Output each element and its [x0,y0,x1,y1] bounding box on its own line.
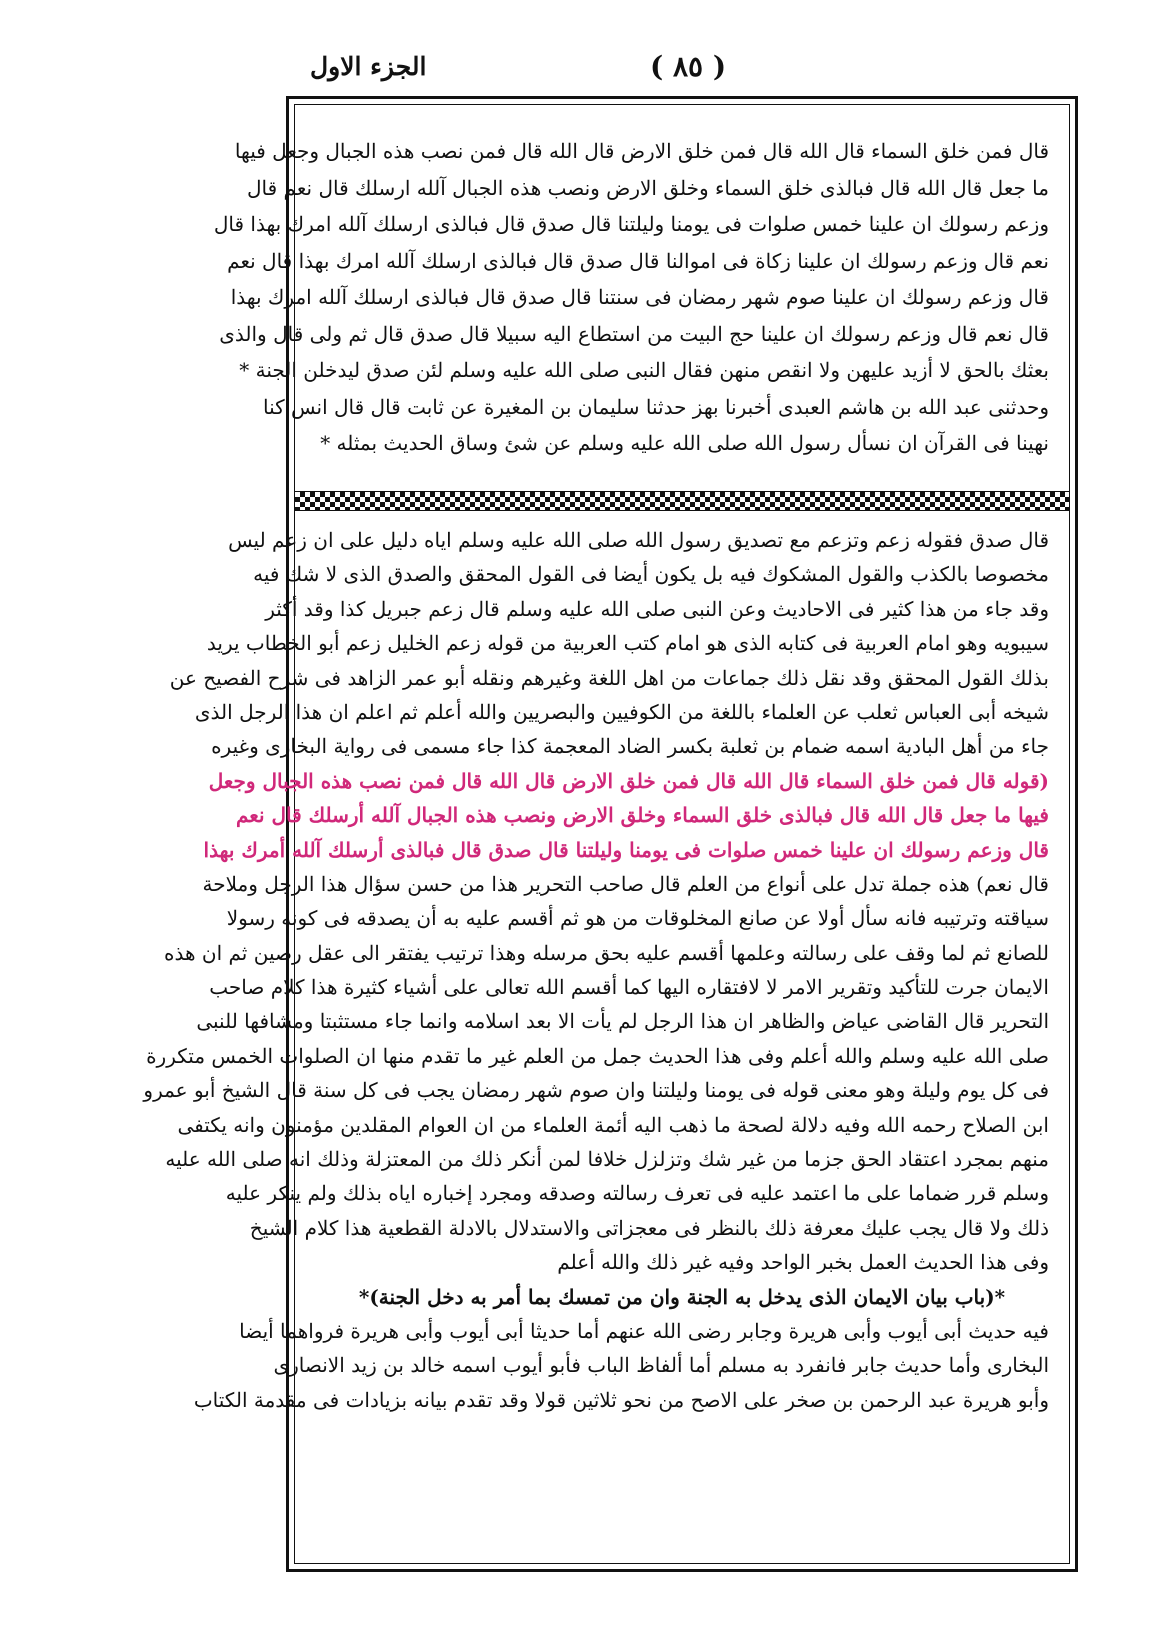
chapter-line: فيه حديث أبى أيوب وأبى هريرة وجابر رضى الله عنهم أما حديثا أبى أيوب وأبى هريرة فرواهما أيضا [239,1318,1049,1343]
checkered-divider [295,491,1069,511]
quoted-matn-line: (قوله قال فمن خلق السماء قال الله قال فمن خلق الارض قال الله قال فمن نصب هذه الجبال وجعل [208,768,1049,793]
matn-line: قال وزعم رسولك ان علينا صوم شهر رمضان فى سنتنا قال صدق قال فبالذى ارسلك آلله امرك بهذا [230,285,1049,309]
matn-line: وزعم رسولك ان علينا خمس صلوات فى يومنا وليلتنا قال صدق قال فبالذى ارسلك آلله امرك بهذا قال [213,212,1049,236]
matn-line: نهينا فى القرآن ان نسأل رسول الله صلى الله عليه وسلم عن شئ وساق الحديث بمثله * [320,431,1049,455]
chapter-line: وأبو هريرة عبد الرحمن بن صخر على الاصح من نحو ثلاثين قولا وقد تقدم بيانه بزيادات فى مقدمة الكتاب [193,1387,1049,1412]
sharh-line: صلى الله عليه وسلم والله أعلم وفى هذا الحديث جمل من العلم غير ما تقدم منها ان الصلوات الخمس متكررة [146,1043,1049,1068]
sharh-line: قال صدق فقوله زعم وتزعم مع تصديق رسول الله صلى الله عليه وسلم اياه دليل على ان زعم ليس [228,528,1049,552]
page-frame [143,96,1078,1572]
matn-section [213,105,1069,485]
sharh-line: سيبويه وهو امام العربية فى كتابه الذى هو امام كتب العربية من قوله زعم الخليل زعم أبو الخطاب يريد [206,631,1049,656]
page-header [288,42,1080,98]
matn-line: نعم قال وزعم رسولك ان علينا زكاة فى اموالنا قال صدق قال فبالذى ارسلك آلله امرك بهذا قال نعم [227,248,1049,273]
matn-line: ما جعل قال الله قال فبالذى خلق السماء وخلق الارض ونصب هذه الجبال آلله ارسلك قال نعم قال [247,175,1049,200]
sharh-line: بذلك القول المحقق وقد نقل ذلك جماعات من اهل اللغة وغيرهم ونقله أبو عمر الزاهد فى شرح الفصيح عن [169,665,1049,690]
inner-frame [143,104,1070,1564]
sharh-line: فى كل يوم وليلة وهو معنى قوله فى يومنا وليلتنا وان صوم شهر رمضان يجب فى كل سنة قال الشيخ أبو عمرو [143,1078,1049,1103]
sharh-line: قال نعم) هذه جملة تدل على أنواع من العلم قال صاحب التحرير هذا من حسن سؤال هذا الرجل وملاحة [202,871,1049,896]
sharh-line: ابن الصلاح رحمه الله وفيه دلالة لصحة ما ذهب اليه أئمة العلماء من ان العوام المقلدين مؤمنون وانه يكتفى [177,1112,1049,1137]
quoted-matn-line: قال وزعم رسولك ان علينا خمس صلوات فى يومنا وليلتنا قال صدق قال فبالذى أرسلك آلله أمرك بهذا [203,837,1049,862]
sharh-section [143,515,1069,1563]
sharh-line: منهم بمجرد اعتقاد الحق جزما من غير شك وتزلزل خلافا لمن أنكر ذلك من المعتزلة وذلك انه صلى الله عليه [165,1147,1049,1172]
sharh-line: مخصوصا بالكذب والقول المشكوك فيه بل يكون أيضا فى القول المحقق والصدق الذى لا شك فيه [253,562,1049,587]
sharh-line: جاء من أهل البادية اسمه ضمام بن ثعلبة بكسر الضاد المعجمة كذا جاء مسمى فى رواية البخارى وغيره [211,734,1049,759]
chapter-line: البخارى وأما حديث جابر فانفرد به مسلم أما ألفاظ الباب فأبو أيوب اسمه خالد بن زيد الانصارى [273,1353,1049,1378]
sharh-line: للصانع ثم لما وقف على رسالته وعلمها أقسم عليه بحق مرسله وهذا ترتيب يفتقر الى عقل رصين ثم ان هذه [164,940,1049,965]
quoted-matn-line: فيها ما جعل قال الله قال فبالذى خلق السماء وخلق الارض ونصب هذه الجبال آلله أرسلك قال نعم [236,803,1049,828]
page-number: ( ٨٥ ) [650,50,727,83]
volume-label: الجزء الاول [310,52,427,81]
sharh-line: سياقته وترتيبه فانه سأل أولا عن صانع المخلوقات من هو ثم أقسم عليه به أن يصدقه فى كونه رسولا [226,906,1049,931]
matn-line: بعثك بالحق لا أزيد عليهن ولا انقص منهن فقال النبى صلى الله عليه وسلم لئن صدق ليدخلن الجنة * [239,358,1049,382]
chapter-heading: *(باب بيان الايمان الذى يدخل به الجنة وان من تمسك بما أمر به دخل الجنة)* [358,1284,1006,1309]
sharh-line: شيخه أبى العباس ثعلب عن العلماء باللغة من الكوفيين والبصريين والله أعلم ثم اعلم ان هذا الرجل الذى [194,699,1049,724]
matn-line: قال فمن خلق السماء قال الله قال فمن خلق الارض قال الله قال فمن نصب هذه الجبال وجعل فيها [234,139,1049,163]
matn-line: وحدثنى عبد الله بن هاشم العبدى أخبرنا بهز حدثنا سليمان بن المغيرة عن ثابت قال قال انس كنا [263,394,1049,419]
sharh-line: وقد جاء من هذا كثير فى الاحاديث وعن النبى صلى الله عليه وسلم قال زعم جبريل كذا وقد أكثر [265,596,1049,621]
sharh-line: وفى هذا الحديث العمل بخبر الواحد وفيه غير ذلك والله أعلم [557,1250,1049,1275]
sharh-line: ذلك ولا قال يجب عليك معرفة ذلك بالنظر فى معجزاتى والاستدلال بالادلة القطعية هذا كلام الشيخ [249,1215,1049,1240]
matn-line: قال نعم قال وزعم رسولك ان علينا حج البيت من استطاع اليه سبيلا قال صدق قال ثم ولى قال والذى [219,321,1049,346]
sharh-line: التحرير قال القاضى عياض والظاهر ان هذا الرجل لم يأت الا بعد اسلامه وانما جاء مستثبتا ومشافها للنبى [196,1009,1049,1034]
sharh-line: الايمان جرت للتأكيد وتقرير الامر لا لافتقاره اليها كما أقسم الله تعالى على أشياء كثيرة هذا كلام صاحب [209,975,1049,1000]
sharh-line: وسلم قرر ضماما على ما اعتمد عليه فى تعرف رسالته وصدقه ومجرد إخباره اياه بذلك ولم ينكر عليه [225,1181,1049,1206]
